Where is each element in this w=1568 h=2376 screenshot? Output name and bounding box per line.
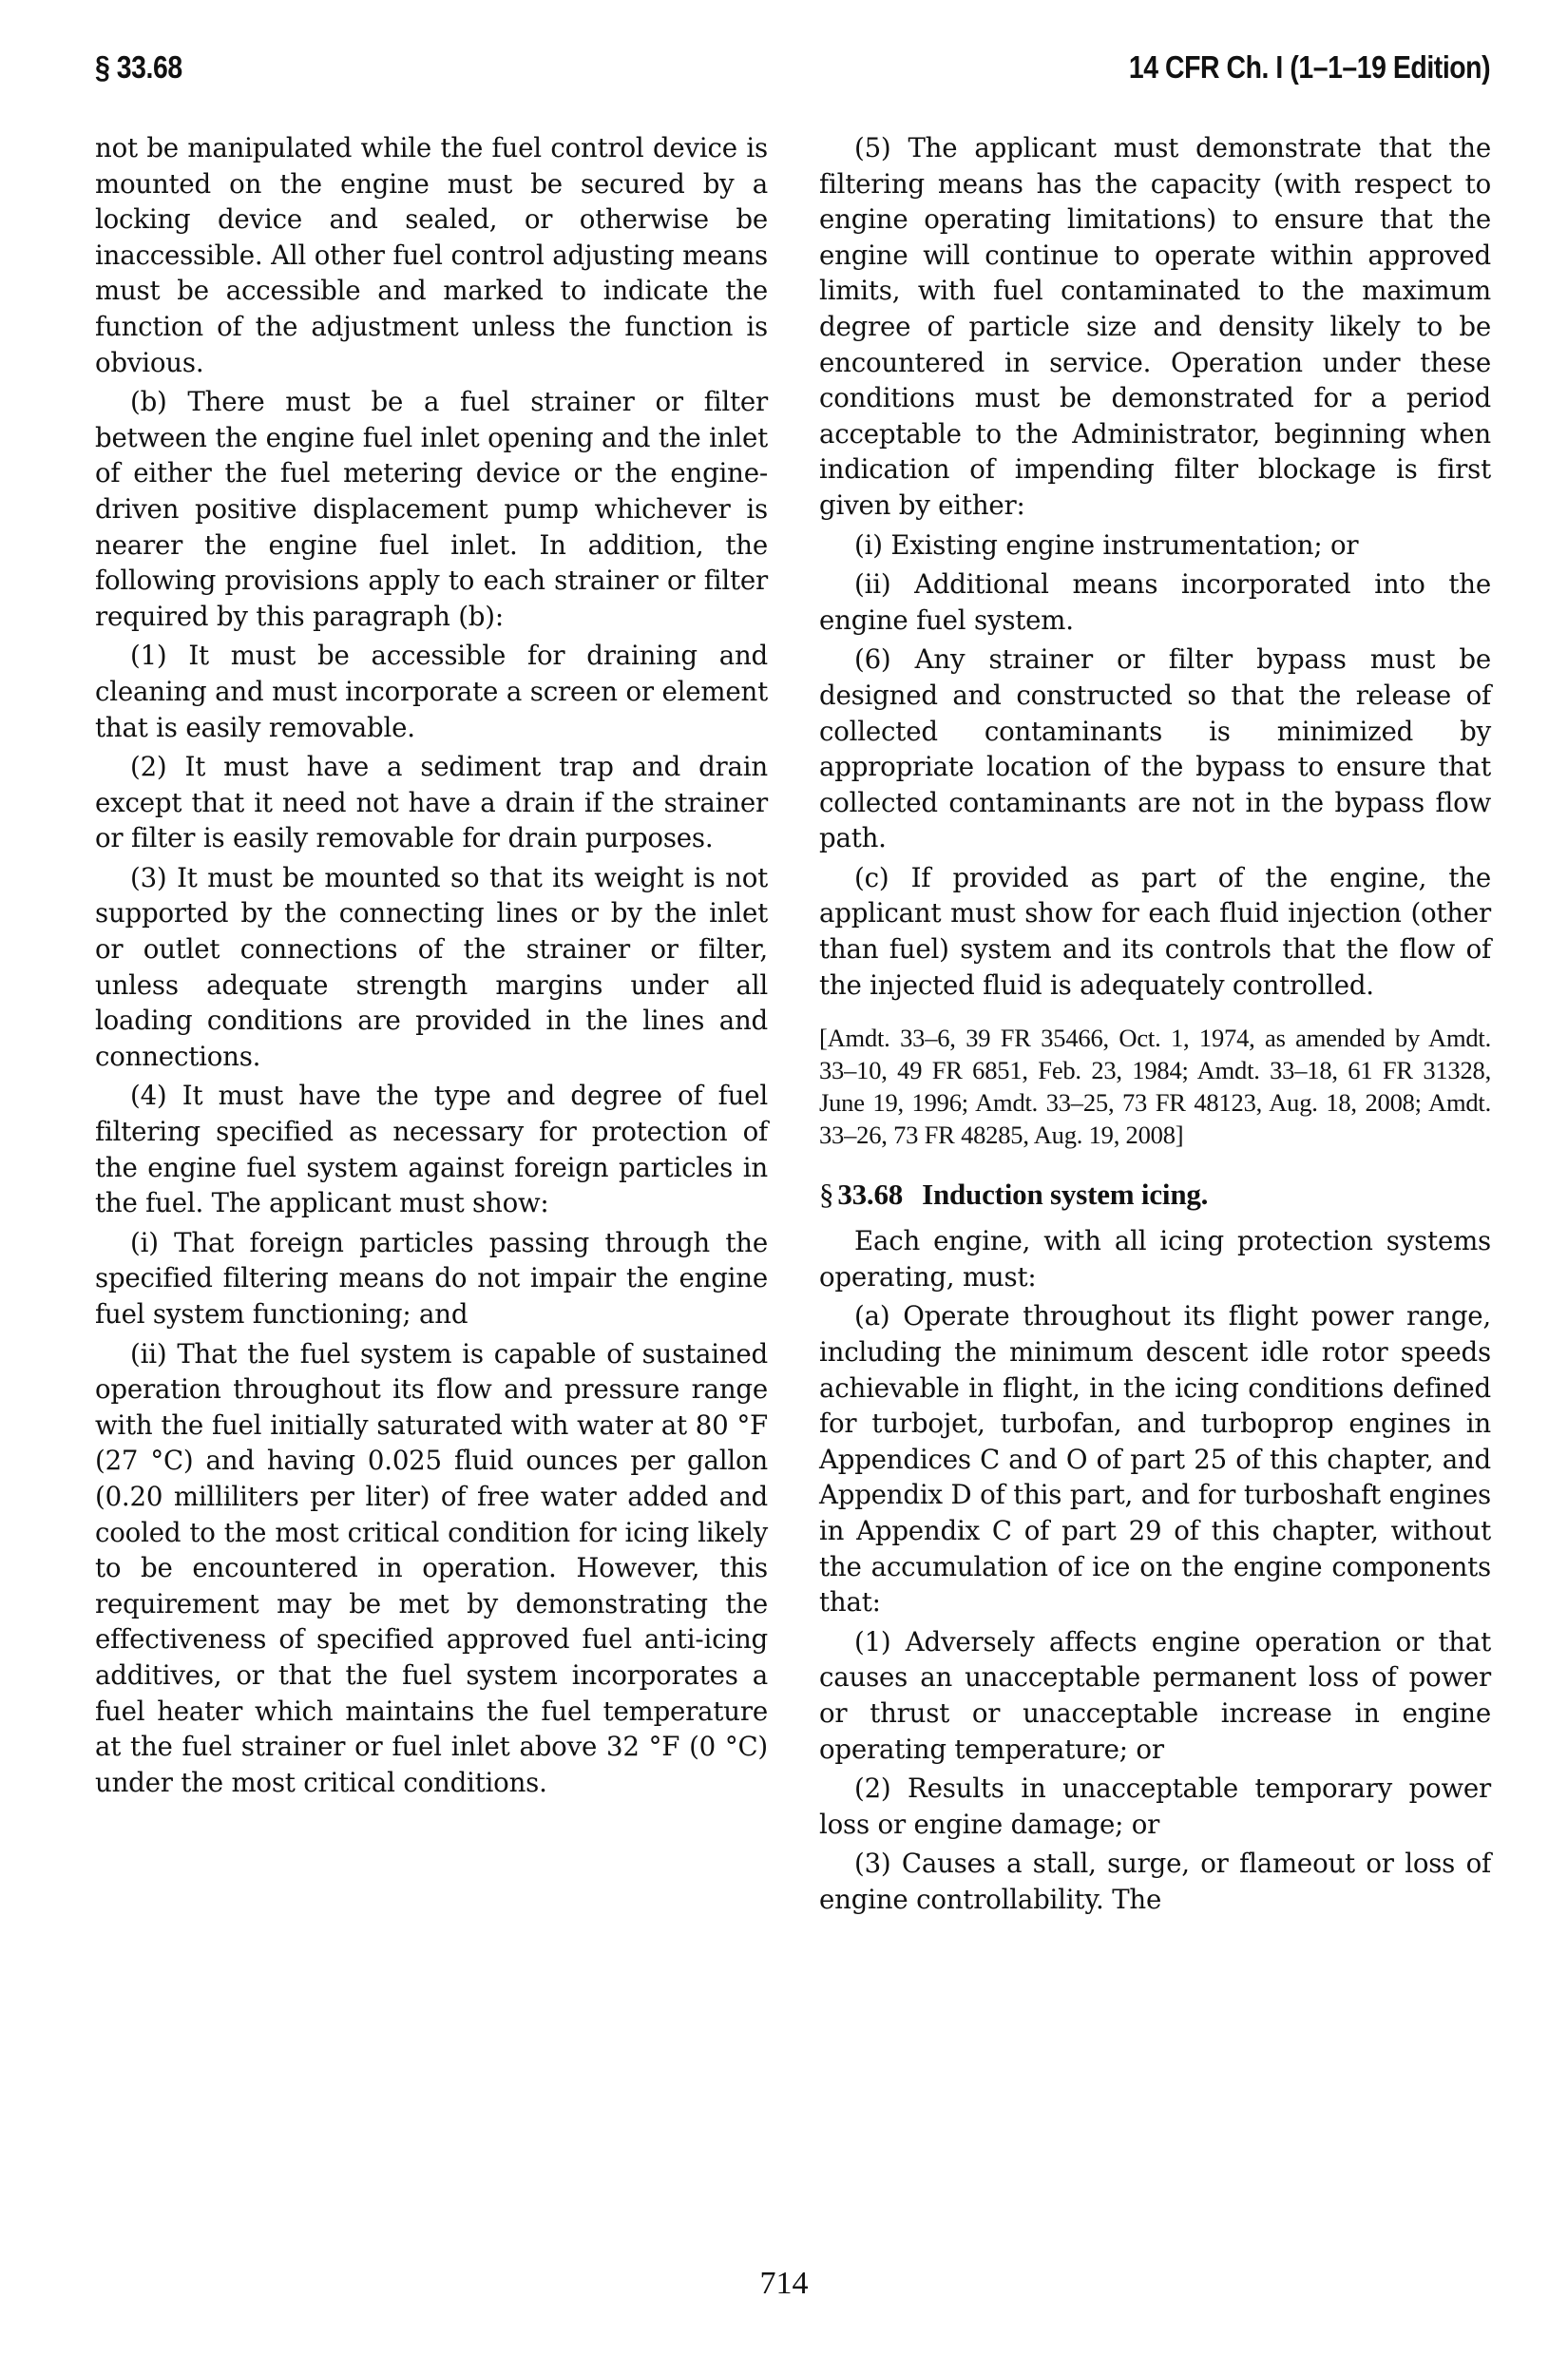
paragraph-c: (c) If provided as part of the engine, the applicant must show for each fluid injection (other than fuel) system and its controls that the flow of the injected fluid is adequately controlled. [819,861,1491,1001]
paragraph-continued: not be manipulated while the fuel control device is mounted on the engine must be secured by a locking device and sealed, or otherwise be inaccessible. All other fuel control adjusting means must be accessible and marked to indicate the function of the adjustment unless the function is obvious. [95,132,768,378]
section-title: Induction system icing. [922,1178,1209,1212]
page-number: 714 [759,2266,809,2301]
section-paragraph-a-3: (3) Causes a stall, surge, or flameout or loss of engine controllability. The [819,1848,1491,1915]
paragraph-b-6: (6) Any strainer or filter bypass must be designed and constructed so that the release of collected contaminants is minimized by appropriate location of the bypass to ensure that collected contaminants are not in the bypass flow path. [819,643,1491,854]
paragraph-b-4-i: (i) That foreign particles passing through the specified filtering means do not impair the engine fuel system functioning; and [95,1226,768,1330]
running-header [95,49,1490,91]
paragraph-b-5-ii: (ii) Additional means incorporated into the engine fuel system. [819,568,1491,636]
section-number: 33.68 [837,1178,904,1212]
section-paragraph-a: (a) Operate throughout its flight power range, including the minimum descent idle rotor speeds achievable in flight, in the icing conditions defined for turbojet, turbofan, and turboprop engines in Appendices C and O of part 25 of this chapter, and Appendix D of this part, and for turboshaft engines in Appendix C of part 29 of this chapter, without the accumulation of ice on the engine components that: [819,1300,1491,1619]
paragraph-b: (b) There must be a fuel strainer or filter between the engine fuel inlet opening and the inlet of either the fuel metering device or the engine-driven positive displacement pump whichever is nearer the engine fuel inlet. In addition, the following provisions apply to each strainer or filter required by this paragraph (b): [95,386,768,632]
paragraph-b-1: (1) It must be accessible for draining and cleaning and must incorporate a screen or element that is easily removable. [95,640,768,743]
right-column [819,130,1491,1922]
header-section-number: § 33.68 [95,49,182,85]
section-heading [819,1176,1491,1214]
section-symbol: § [819,1178,834,1212]
paragraph-b-5-i: (i) Existing engine instrumentation; or [854,528,1359,561]
paragraph-b-4: (4) It must have the type and degree of fuel filtering specified as necessary for protection of the engine fuel system against foreign particles in the fuel. The applicant must show: [95,1080,768,1219]
paragraph-b-2: (2) It must have a sediment trap and drain except that it need not have a drain if the strainer or filter is easily removable for drain purposes. [95,751,768,854]
paragraph-b-3: (3) It must be mounted so that its weight is not supported by the connecting lines or by the inlet or outlet connections of the strainer or filter, unless adequate strength margins under all loading conditions are provided in the lines and connections. [95,861,768,1072]
paragraph-b-4-ii: (ii) That the fuel system is capable of sustained operation throughout its flow and pressure range with the fuel initially saturated with water at 80 °F (27 °C) and having 0.025 fluid ounces per gallon (0.20 milliliters per liter) of free water added and cooled to the most critical condition for icing likely to be encountered in operation. However, this requirement may be met by demonstrating the effectiveness of specified approved fuel anti-icing additives, or that the fuel system incorporates a fuel heater which maintains the fuel temperature at the fuel strainer or fuel inlet above 32 °F (0 °C) under the most critical conditions. [95,1337,768,1798]
section-paragraph-a-1: (1) Adversely affects engine operation or that causes an unacceptable permanent loss of power or thrust or unacceptable increase in engine operating temperature; or [819,1625,1491,1765]
left-column [95,130,768,1804]
header-publication-title: 14 CFR Ch. I (1–1–19 Edition) [1128,49,1490,85]
paragraph-b-5: (5) The applicant must demonstrate that the filtering means has the capacity (with respect to engine operating limitations) to ensure that the engine will continue to operate within approved limits, with fuel contaminated to the maximum degree of particle size and density likely to be encountered in service. Operation under these conditions must be demonstrated for a period acceptable to the Administrator, beginning when indication of impending filter blockage is first given by either: [819,132,1491,521]
section-paragraph-a-2: (2) Results in unacceptable temporary power loss or engine damage; or [819,1772,1491,1840]
section-intro: Each engine, with all icing protection systems operating, must: [819,1225,1491,1293]
amendment-citation: [Amdt. 33–6, 39 FR 35466, Oct. 1, 1974, as amended by Amdt. 33–10, 49 FR 6851, Feb. 23, 1984; Amdt. 33–18, 61 FR 31328, June 19, 1996; Amdt. 33–25, 73 FR 48123, Aug. 18, 2008; Amdt. 33–26, 73 FR 48285, Aug. 19, 2008] [819,1024,1491,1150]
